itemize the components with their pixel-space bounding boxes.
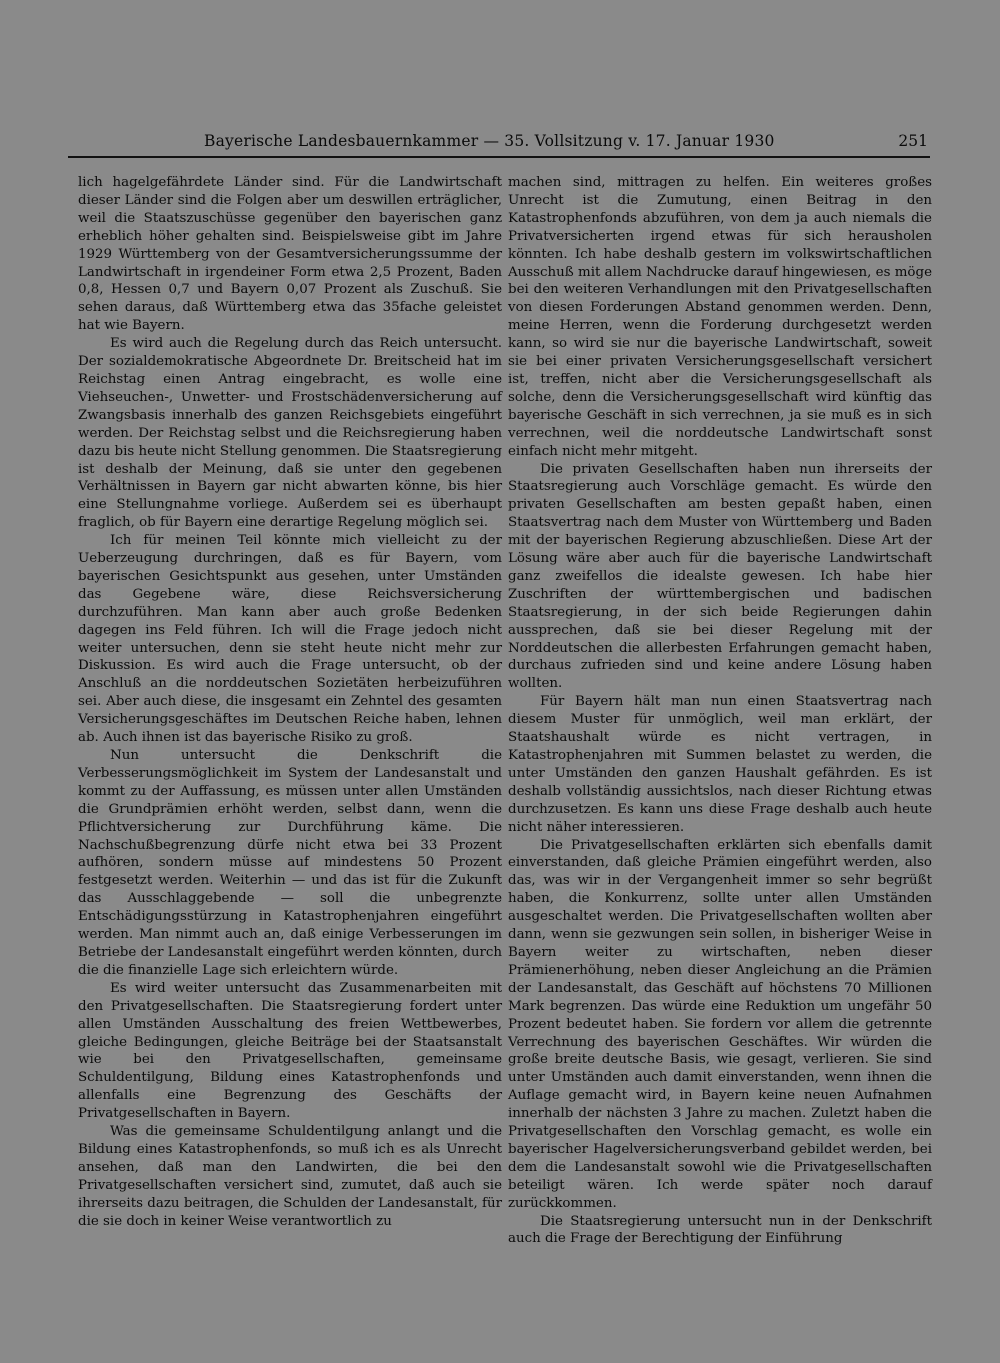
paragraph: lich hagelgefährdete Länder sind. Für die Landwirtschaft dieser Länder sind die Folgen aber um deswillen erträglicher, weil die Staatszuschüsse gegenüber den bayerischen ganz erheblich höher gehalten sind. Beispielsweise gibt im Jahre 1929 Württemberg von der Gesamtversicherungssumme der Landwirtschaft in irgendeiner Form etwa 2,5 Prozent, Baden 0,8, Hessen 0,7 und Bayern 0,07 Prozent als Zuschuß. Sie sehen daraus, daß Württemberg etwa das 35fache geleistet hat wie Bayern. [78, 175, 502, 334]
paragraph: Es wird weiter untersucht das Zusammenarbeiten mit den Privatgesellschaften. Die Staatsregierung fordert unter allen Umständen Ausschaltung des freien Wettbewerbes, gleiche Bedingungen, gleiche Beiträge bei der Staatsanstalt wie bei den Privatgesellschaften, gemeinsame Schuldentilgung, Bildung eines Katastrophenfonds und allenfalls eine Begrenzung des Geschäfts der Privatgesellschaften in Bayern. [78, 980, 502, 1122]
header-title: Bayerische Landesbauernkammer — 35. Vollsitzung v. 17. Januar 1930 [204, 132, 775, 150]
left-column [78, 174, 502, 1230]
page-number: 251 [898, 132, 928, 150]
paragraph: Die privaten Gesellschaften haben nun ihrerseits der Staatsregierung auch Vorschläge gemacht. Es würde den privaten Gesellschaften am besten gepaßt haben, einen Staatsvertrag nach dem Muster von Württemberg und Baden mit der bayerischen Regierung abzuschließen. Diese Art der Lösung wäre aber auch für die bayerische Landwirtschaft ganz zweifellos die idealste gewesen. Ich habe hier Zuschriften der württembergischen und badischen Staatsregierung, in der sich beide Regierungen dahin aussprechen, daß sie bei dieser Regelung mit der Norddeutschen die allerbesten Erfahrungen gemacht haben, durchaus zufrieden sind und keine andere Lösung haben wollten. [508, 461, 932, 692]
right-column [508, 174, 932, 1248]
paragraph: Die Privatgesellschaften erklärten sich ebenfalls damit einverstanden, daß gleiche Prämien eingeführt werden, also das, was wir in der Vergangenheit immer so sehr begrüßt haben, die Konkurrenz, sollte unter allen Umständen ausgeschaltet werden. Die Privatgesellschaften wollten aber dann, wenn sie gezwungen sein sollen, in bisheriger Weise in Bayern weiter zu wirtschaften, neben dieser Prämienerhöhung, neben dieser Angleichung an die Prämien der Landesanstalt, das Geschäft auf höchstens 70 Millionen Mark begrenzen. Das würde eine Reduktion um ungefähr 50 Prozent bedeutet haben. Sie fordern vor allem die getrennte Verrechnung des bayerischen Geschäftes. Wir würden die große breite deutsche Basis, wie gesagt, verlieren. Sie sind unter Umständen auch damit einverstanden, wenn ihnen die Auflage gemacht wird, in Bayern keine neuen Aufnahmen innerhalb der nächsten 3 Jahre zu machen. Zuletzt haben die Privatgesellschaften den Vorschlag gemacht, es wolle ein bayerischer Hagelversicherungsverband gebildet werden, bei dem die Landesanstalt sowohl wie die Privatgesellschaften beteiligt wären. Ich werde später noch darauf zurückkommen. [508, 837, 932, 1211]
paragraph: Es wird auch die Regelung durch das Reich untersucht. Der sozialdemokratische Abgeordnete Dr. Breitscheid hat im Reichstag einen Antrag eingebracht, es wolle eine Viehseuchen-, Unwetter- und Frostschädenversicherung auf Zwangsbasis innerhalb des ganzen Reichsgebiets eingeführt werden. Der Reichstag selbst und die Reichsregierung haben dazu bis heute nicht Stellung genommen. Die Staatsregierung ist deshalb der Meinung, daß sie unter den gegebenen Verhältnissen in Bayern gar nicht abwarten könne, bis hier eine Stellungnahme vorliege. Außerdem sei es überhaupt fraglich, ob für Bayern eine derartige Regelung möglich sei. [78, 336, 502, 531]
paragraph: Für Bayern hält man nun einen Staatsvertrag nach diesem Muster für unmöglich, weil man erklärt, der Staatshaushalt würde es nicht vertragen, in Katastrophenjahren mit Summen belastet zu werden, die unter Umständen den ganzen Haushalt gefährden. Es ist deshalb vollständig aussichtslos, nach dieser Richtung etwas durchzusetzen. Es kann uns diese Frage deshalb auch heute nicht näher interessieren. [508, 694, 932, 835]
paragraph: machen sind, mittragen zu helfen. Ein weiteres großes Unrecht ist die Zumutung, einen Beitrag in den Katastrophenfonds abzuführen, von dem ja auch niemals die Privatversicherten irgend etwas für sich herausholen könnten. Ich habe deshalb gestern im volkswirtschaftlichen Ausschuß mit allem Nachdrucke darauf hingewiesen, es möge bei den weiteren Verhandlungen mit den Privatgesellschaften von diesen Forderungen Abstand genommen werden. Denn, meine Herren, wenn die Forderung durchgesetzt werden kann, so wird sie nur die bayerische Landwirtschaft, soweit sie bei einer privaten Versicherungsgesellschaft versichert ist, treffen, nicht aber die Versicherungsgesellschaft als solche, denn die Versicherungsgesellschaft wird künftig das bayerische Geschäft in sich verrechnen, ja sie muß es in sich verrechnen, weil die norddeutsche Landwirtschaft sonst einfach nicht mehr mitgeht. [508, 175, 932, 459]
paragraph: Die Staatsregierung untersucht nun in der Denkschrift auch die Frage der Berechtigung der Einführung [508, 1213, 932, 1247]
running-header [68, 130, 930, 158]
paragraph: Ich für meinen Teil könnte mich vielleicht zu der Ueberzeugung durchringen, daß es für Bayern, vom bayerischen Gesichtspunkt aus gesehen, unter Umständen das Gegebene wäre, diese Reichsversicherung durchzuführen. Man kann aber auch große Bedenken dagegen ins Feld führen. Ich will die Frage jedoch nicht weiter untersuchen, denn sie steht heute nicht mehr zur Diskussion. Es wird auch die Frage untersucht, ob der Anschluß an die norddeutschen Sozietäten herbeizuführen sei. Aber auch diese, die insgesamt ein Zehntel des gesamten Versicherungsgeschäftes im Deutschen Reiche haben, lehnen ab. Auch ihnen ist das bayerische Risiko zu groß. [78, 533, 502, 746]
paragraph: Was die gemeinsame Schuldentilgung anlangt und die Bildung eines Katastrophenfonds, so muß ich es als Unrecht ansehen, daß man den Landwirten, die bei den Privatgesellschaften versichert sind, zumutet, daß auch sie ihrerseits dazu beitragen, die Schulden der Landesanstalt, für die sie doch in keiner Weise verantwortlich zu [78, 1124, 502, 1229]
paragraph: Nun untersucht die Denkschrift die Verbesserungsmöglichkeit im System der Landesanstalt und kommt zu der Auffassung, es müssen unter allen Umständen die Grundprämien erhöht werden, selbst dann, wenn die Pflichtversicherung zur Durchführung käme. Die Nachschußbegrenzung dürfe nicht etwa bei 33 Prozent aufhören, sondern müsse auf mindestens 50 Prozent festgesetzt werden. Weiterhin — und das ist für die Zukunft das Ausschlaggebende — soll die unbegrenzte Entschädigungsstürzung in Katastrophenjahren eingeführt werden. Man nimmt auch an, daß einige Verbesserungen im Betriebe der Landesanstalt eingeführt werden könnten, durch die die finanzielle Lage sich erleichtern würde. [78, 748, 502, 978]
